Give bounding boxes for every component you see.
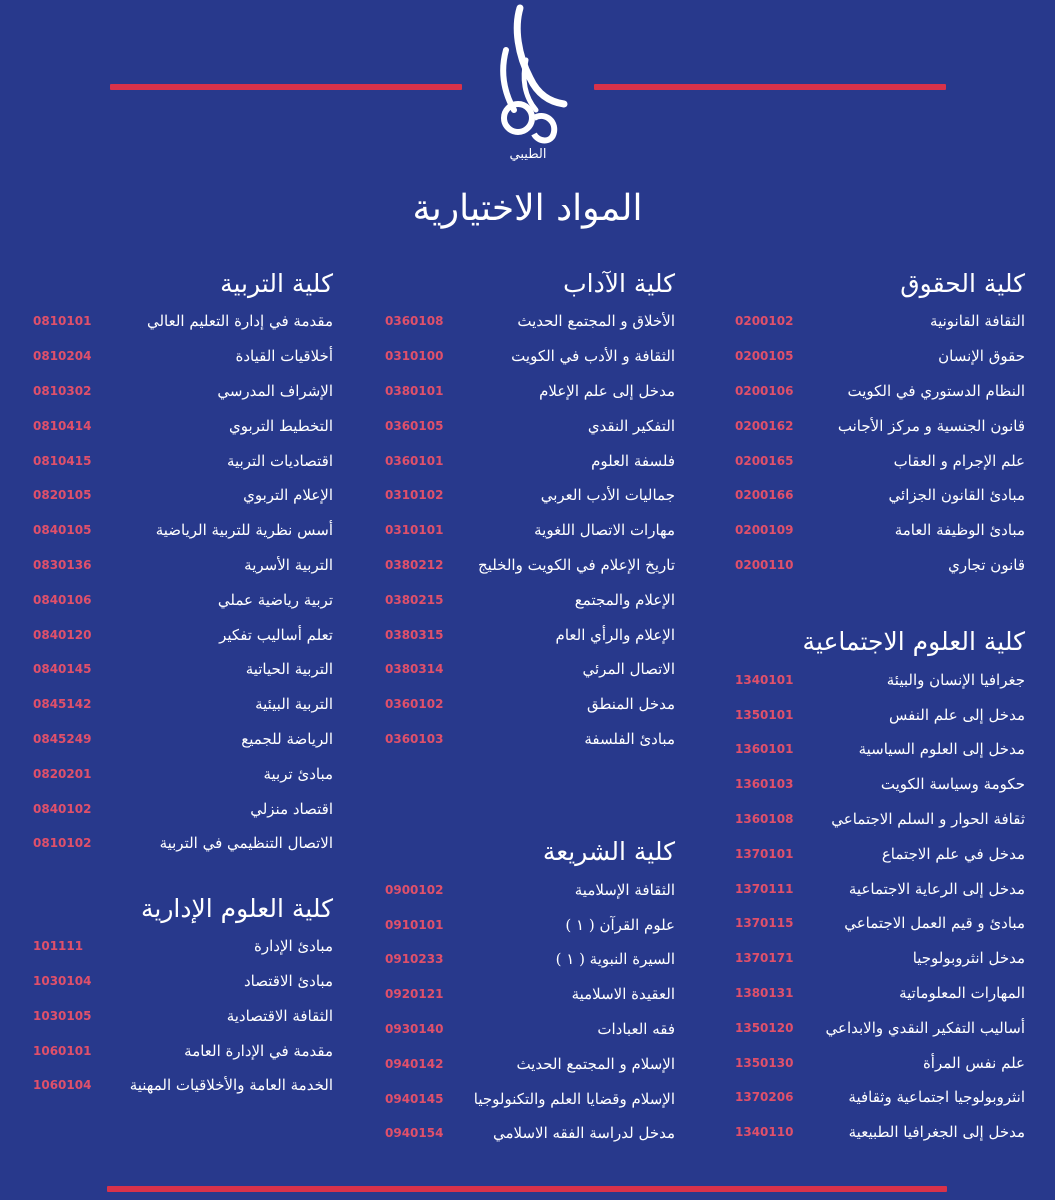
course-code: 0310100 <box>385 349 444 364</box>
logo-text: الطيبي <box>509 147 547 162</box>
course-code: 0810415 <box>33 453 92 468</box>
course-row <box>735 976 1025 1011</box>
column-right <box>735 264 1025 1150</box>
course-name: السيرة النبوية ( ١ ) <box>555 950 675 969</box>
course-code: 0845249 <box>33 731 92 746</box>
course-code: 0820201 <box>33 766 92 781</box>
course-row <box>33 478 333 513</box>
course-name: حقوق الإنسان <box>938 347 1025 366</box>
course-name: الإسلام و المجتمع الحديث <box>516 1054 675 1073</box>
course-row <box>33 722 333 757</box>
course-code: 0200166 <box>735 488 794 503</box>
course-name: الإعلام والمجتمع <box>574 590 675 609</box>
course-row <box>735 802 1025 837</box>
course-name: ثقافة الحوار و السلم الاجتماعي <box>831 809 1025 828</box>
course-row <box>33 964 333 999</box>
course-row <box>385 374 675 409</box>
course-name: مهارات الاتصال اللغوية <box>534 521 675 540</box>
course-row <box>33 652 333 687</box>
course-code: 0200109 <box>735 523 794 538</box>
course-name: التربية البيئية <box>255 695 333 714</box>
course-code: 0910101 <box>385 917 444 932</box>
course-name: التربية الحياتية <box>245 660 333 679</box>
course-code: 1360103 <box>735 777 794 792</box>
course-name: الإعلام التربوي <box>243 486 333 505</box>
course-name: تاريخ الإعلام في الكويت والخليج <box>477 555 675 574</box>
course-row <box>385 548 675 583</box>
course-row <box>33 687 333 722</box>
course-row <box>33 756 333 791</box>
course-code: 0910233 <box>385 952 444 967</box>
course-name: مدخل إلى علم النفس <box>889 705 1025 724</box>
course-row <box>33 998 333 1033</box>
course-code: 1380131 <box>735 985 794 1000</box>
course-name: قانون تجاري <box>948 555 1025 574</box>
course-code: 1350130 <box>735 1055 794 1070</box>
course-name: حكومة وسياسة الكويت <box>880 775 1025 794</box>
course-name: النظام الدستوري في الكويت <box>847 381 1025 400</box>
column-middle <box>385 264 675 1151</box>
course-row <box>735 1080 1025 1115</box>
course-name: الثقافة الإسلامية <box>574 880 675 899</box>
course-row <box>33 791 333 826</box>
course-code: 0200165 <box>735 453 794 468</box>
course-name: الثقافة و الأدب في الكويت <box>511 347 675 366</box>
course-name: مبادئ و قيم العمل الاجتماعي <box>844 914 1025 933</box>
course-name: اقتصاد منزلي <box>250 799 333 818</box>
course-name: جماليات الأدب العربي <box>540 486 675 505</box>
course-code: 0360101 <box>385 453 444 468</box>
course-row <box>385 339 675 374</box>
course-name: مدخل انثروبولوجيا <box>912 949 1025 968</box>
course-row <box>33 513 333 548</box>
course-code: 0360103 <box>385 731 444 746</box>
course-row <box>33 1068 333 1103</box>
course-code: 0380212 <box>385 557 444 572</box>
course-code: 0360108 <box>385 314 444 329</box>
course-code: 1030104 <box>33 973 92 988</box>
section-title: كلية الآداب <box>563 269 675 298</box>
course-row <box>735 304 1025 339</box>
course-name: مبادئ القانون الجزائي <box>888 486 1025 505</box>
course-name: الثقافة الاقتصادية <box>226 1006 333 1025</box>
course-row <box>33 443 333 478</box>
course-name: الإعلام والرأي العام <box>555 625 675 644</box>
course-row <box>735 374 1025 409</box>
course-row <box>735 871 1025 906</box>
course-row <box>735 732 1025 767</box>
course-name: مبادئ الوظيفة العامة <box>894 521 1025 540</box>
course-row <box>33 929 333 964</box>
course-code: 0810102 <box>33 836 92 851</box>
course-name: علم نفس المرأة <box>922 1053 1025 1072</box>
course-name: أسس نظرية للتربية الرياضية <box>155 521 333 540</box>
course-code: 1350101 <box>735 707 794 722</box>
course-name: علوم القرآن ( ١ ) <box>565 915 675 934</box>
section-title: كلية الشريعة <box>542 837 675 867</box>
course-name: مبادئ الإدارة <box>254 937 333 956</box>
column-left <box>33 264 333 1103</box>
course-row <box>735 836 1025 871</box>
course-row <box>33 339 333 374</box>
course-code: 0200162 <box>735 418 794 433</box>
course-code: 0810204 <box>33 349 92 364</box>
course-code: 0200102 <box>735 314 794 329</box>
course-code: 0845142 <box>33 697 92 712</box>
course-row <box>735 1010 1025 1045</box>
course-code: 1360108 <box>735 811 794 826</box>
course-code: 0840105 <box>33 523 92 538</box>
course-code: 1370101 <box>735 846 794 861</box>
course-row <box>385 907 675 942</box>
course-name: انثروبولوجيا اجتماعية وثقافية <box>848 1088 1025 1107</box>
course-code: 0840120 <box>33 627 92 642</box>
course-code: 1370206 <box>735 1090 794 1105</box>
course-row <box>33 826 333 861</box>
course-name: التخطيط التربوي <box>229 416 333 435</box>
course-code: 0360105 <box>385 418 444 433</box>
course-row <box>385 617 675 652</box>
course-code: 0810414 <box>33 418 92 433</box>
course-name: مدخل لدراسة الفقه الاسلامي <box>492 1124 675 1143</box>
course-code: 1370171 <box>735 951 794 966</box>
course-row <box>385 1081 675 1116</box>
course-code: 0310101 <box>385 523 444 538</box>
course-row <box>735 1045 1025 1080</box>
course-code: 1340101 <box>735 672 794 687</box>
section-title: كلية التربية <box>220 269 333 298</box>
course-name: مدخل إلى العلوم السياسية <box>858 740 1025 759</box>
course-code: 1370111 <box>735 881 794 896</box>
course-name: قانون الجنسية و مركز الأجانب <box>837 416 1025 435</box>
course-name: الثقافة القانونية <box>930 312 1025 331</box>
course-name: المهارات المعلوماتية <box>899 983 1025 1002</box>
course-row <box>33 1033 333 1068</box>
course-code: 0200110 <box>735 557 794 572</box>
course-row <box>385 1012 675 1047</box>
course-code: 0840145 <box>33 662 92 677</box>
course-row <box>735 408 1025 443</box>
course-name: التربية الأسرية <box>244 555 333 574</box>
course-row <box>385 513 675 548</box>
course-row <box>735 548 1025 583</box>
course-row <box>33 582 333 617</box>
logo <box>478 0 578 170</box>
course-name: أساليب التفكير النقدي والابداعي <box>825 1018 1025 1037</box>
course-row <box>735 941 1025 976</box>
course-name: فلسفة العلوم <box>591 451 675 470</box>
course-row <box>33 408 333 443</box>
course-code: 0360102 <box>385 697 444 712</box>
course-code: 0820105 <box>33 488 92 503</box>
course-code: 1360101 <box>735 742 794 757</box>
course-name: مدخل إلى علم الإعلام <box>539 381 675 400</box>
course-name: علم الإجرام و العقاب <box>893 451 1025 470</box>
course-row <box>385 687 675 722</box>
course-row <box>385 652 675 687</box>
course-code: 0380314 <box>385 662 444 677</box>
course-row <box>385 582 675 617</box>
course-name: الرياضة للجميع <box>241 729 333 748</box>
course-code: 0830136 <box>33 557 92 572</box>
course-name: تربية رياضية عملي <box>217 590 333 609</box>
course-row <box>735 339 1025 374</box>
course-row <box>735 662 1025 697</box>
course-code: 1350120 <box>735 1020 794 1035</box>
course-row <box>33 617 333 652</box>
course-row <box>385 942 675 977</box>
course-name: الإشراف المدرسي <box>217 381 333 400</box>
course-code: 101111 <box>33 939 84 954</box>
course-row <box>385 722 675 757</box>
course-code: 0380215 <box>385 592 444 607</box>
course-name: اقتصاديات التربية <box>226 451 333 470</box>
course-name: مقدمة في الإدارة العامة <box>184 1041 333 1060</box>
course-name: مدخل إلى الجغرافيا الطبيعية <box>848 1123 1025 1142</box>
course-name: الإسلام وقضايا العلم والتكنولوجيا <box>473 1089 675 1108</box>
section-title: كلية العلوم الإدارية <box>140 893 333 923</box>
course-name: جغرافيا الإنسان والبيئة <box>886 670 1025 689</box>
course-code: 0840102 <box>33 801 92 816</box>
course-name: مدخل المنطق <box>586 695 675 714</box>
course-code: 0900102 <box>385 882 444 897</box>
course-name: تعلم أساليب تفكير <box>219 625 333 644</box>
course-row <box>735 513 1025 548</box>
course-code: 0200105 <box>735 349 794 364</box>
course-code: 1060104 <box>33 1078 92 1093</box>
course-row <box>735 478 1025 513</box>
course-name: مدخل في علم الاجتماع <box>881 844 1025 863</box>
course-row <box>385 1046 675 1081</box>
course-name: مبادئ الفلسفة <box>584 729 675 748</box>
course-code: 0920121 <box>385 987 444 1002</box>
course-name: مدخل إلى الرعاية الاجتماعية <box>848 879 1025 898</box>
course-name: أخلاقيات القيادة <box>235 347 333 366</box>
course-name: الخدمة العامة والأخلاقيات المهنية <box>129 1076 333 1095</box>
course-name: الاتصال المرئي <box>582 660 675 679</box>
course-code: 0930140 <box>385 1021 444 1036</box>
page-title: المواد الاختيارية <box>412 188 643 229</box>
course-row <box>735 906 1025 941</box>
course-row <box>735 767 1025 802</box>
course-row <box>385 1116 675 1151</box>
course-code: 0940154 <box>385 1126 444 1141</box>
course-row <box>735 1115 1025 1150</box>
top-rule-left <box>110 84 462 90</box>
course-name: مقدمة في إدارة التعليم العالي <box>146 312 333 331</box>
course-row <box>385 408 675 443</box>
course-row <box>385 443 675 478</box>
course-name: مبادئ تربية <box>263 764 333 783</box>
course-code: 1030105 <box>33 1008 92 1023</box>
course-code: 0310102 <box>385 488 444 503</box>
course-row <box>385 872 675 907</box>
course-name: الاتصال التنظيمي في التربية <box>159 834 333 853</box>
course-code: 0840106 <box>33 592 92 607</box>
course-code: 0380315 <box>385 627 444 642</box>
course-code: 1060101 <box>33 1043 92 1058</box>
course-row <box>385 977 675 1012</box>
course-row <box>735 443 1025 478</box>
section-title: كلية الحقوق <box>900 269 1025 298</box>
course-row <box>385 478 675 513</box>
course-code: 0380101 <box>385 383 444 398</box>
course-name: فقه العبادات <box>597 1019 675 1038</box>
course-row <box>33 374 333 409</box>
course-row <box>33 304 333 339</box>
course-name: الأخلاق و المجتمع الحديث <box>517 312 675 331</box>
course-code: 0810302 <box>33 383 92 398</box>
course-code: 0810101 <box>33 314 92 329</box>
course-row <box>735 697 1025 732</box>
course-name: مبادئ الاقتصاد <box>244 971 333 990</box>
course-code: 1340110 <box>735 1125 794 1140</box>
course-code: 1370115 <box>735 916 794 931</box>
course-name: العقيدة الاسلامية <box>571 985 675 1004</box>
section-title: كلية العلوم الاجتماعية <box>802 627 1025 657</box>
bottom-rule <box>107 1186 947 1192</box>
course-row <box>385 304 675 339</box>
course-row <box>33 548 333 583</box>
course-code: 0940145 <box>385 1091 444 1106</box>
top-rule-right <box>594 84 946 90</box>
course-name: التفكير النقدي <box>587 416 675 435</box>
course-code: 0940142 <box>385 1056 444 1071</box>
course-code: 0200106 <box>735 383 794 398</box>
